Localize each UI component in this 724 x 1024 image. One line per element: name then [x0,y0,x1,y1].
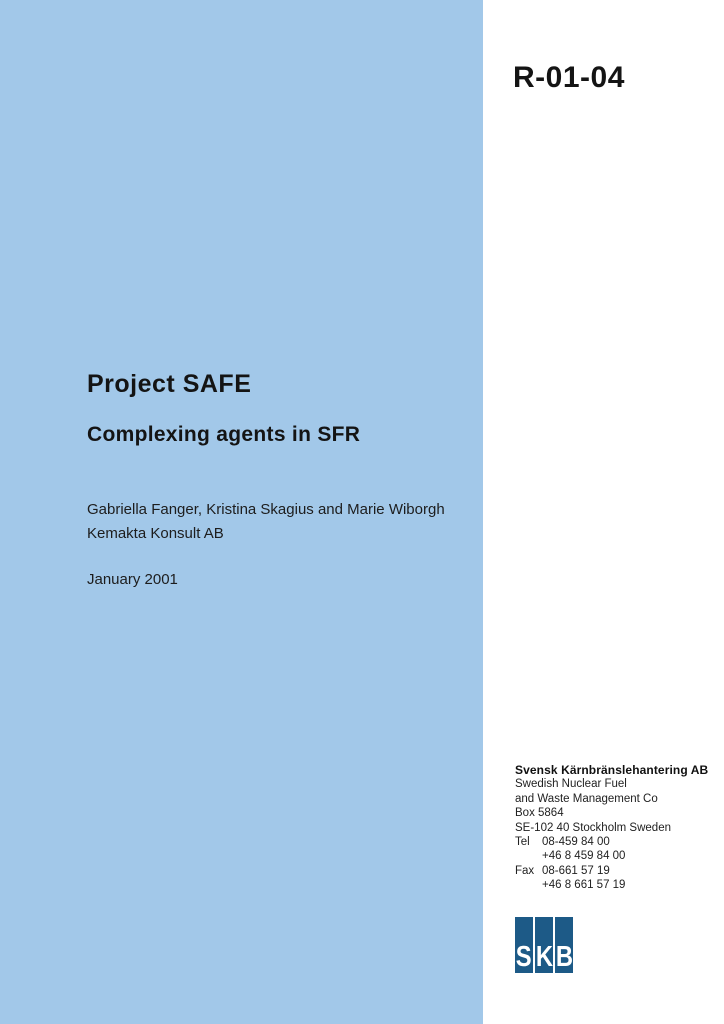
publisher-address-block [515,763,715,893]
skb-logo-bar [515,917,533,973]
publisher-name: Svensk Kärnbränslehantering AB [515,763,709,777]
report-subtitle: Complexing agents in SFR [87,423,361,446]
report-title: Project SAFE [87,370,252,398]
publisher-descriptor-line2: and Waste Management Co [515,792,658,805]
fax-label: Fax [515,864,535,877]
publisher-descriptor-line1: Swedish Nuclear Fuel [515,778,627,791]
fax-national: 08-661 57 19 [542,864,610,877]
fax-label-spacer [515,878,542,892]
skb-logo [515,917,573,973]
tel-row [515,835,715,849]
report-date: January 2001 [87,571,178,588]
tel-label-spacer [515,849,542,863]
skb-logo-letter-k: K [535,941,553,973]
skb-logo-letter-s: S [516,941,532,973]
tel-row-international [515,849,715,863]
skb-logo-bar [535,917,553,973]
fax-international: +46 8 661 57 19 [542,879,626,892]
fax-row [515,864,715,878]
title-block [87,370,360,447]
publisher-po-box: Box 5864 [515,807,564,820]
skb-logo-letter-b: B [555,941,573,973]
tel-international: +46 8 459 84 00 [542,850,626,863]
tel-national: 08-459 84 00 [542,836,610,849]
fax-row-international [515,878,715,892]
publisher-city-line: SE-102 40 Stockholm Sweden [515,821,671,834]
authors-block [87,501,445,549]
report-number: R-01-04 [513,61,625,94]
report-authors: Gabriella Fanger, Kristina Skagius and Marie Wiborgh [87,501,445,518]
skb-logo-bar [555,917,573,973]
report-affiliation: Kemakta Konsult AB [87,525,224,542]
tel-label: Tel [515,836,530,849]
